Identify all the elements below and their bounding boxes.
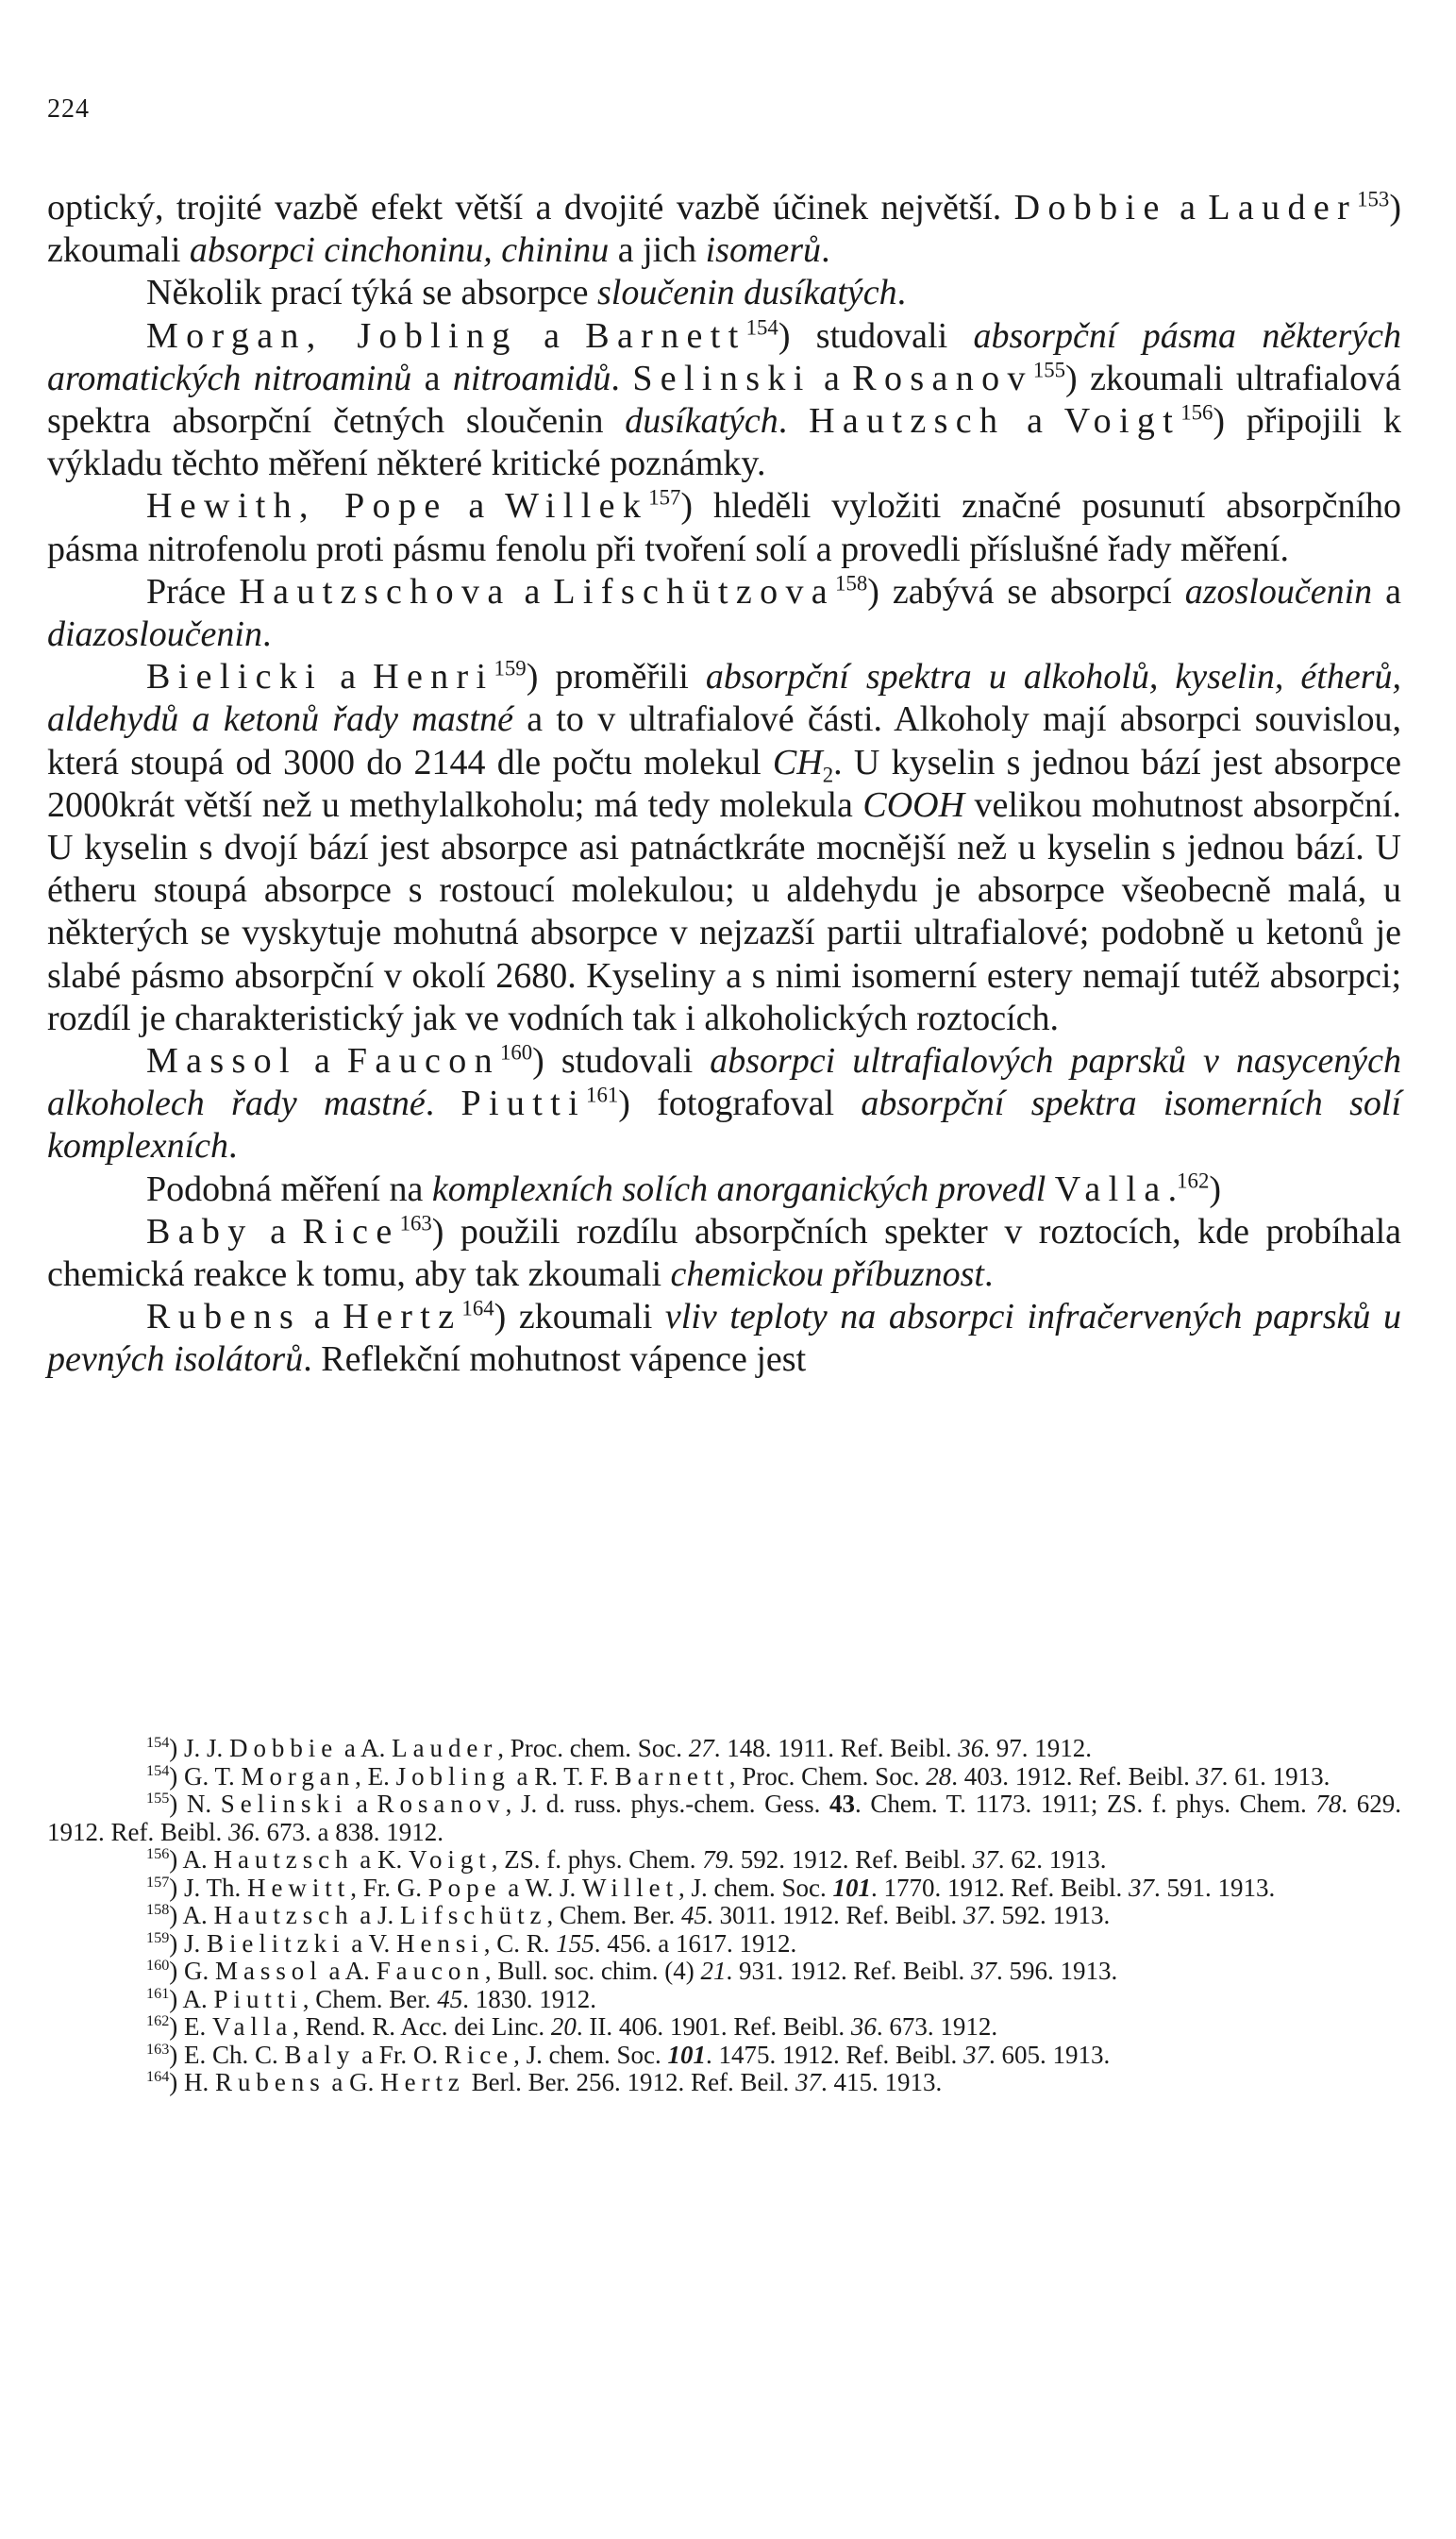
text-run: Několik prací týká se absorpce: [146, 273, 597, 313]
text-run: a: [347, 1790, 377, 1818]
text-run: . U kyselin s jednou bází jest absorpce 2000krát větší než u methylalkoholu; má tedy molekula: [47, 742, 1401, 825]
text-run: A.: [182, 1845, 214, 1874]
text-run: G. T.: [184, 1761, 242, 1791]
author-name: Lifschützova: [553, 571, 836, 612]
text-run: a Fr. O.: [355, 2040, 444, 2069]
text-run: . 415. 1913.: [821, 2068, 943, 2096]
author-name: Piutti: [460, 1084, 587, 1124]
author-name: Rosanov: [377, 1790, 506, 1818]
paragraph-9: [47, 1211, 1401, 1296]
author-name: Piutti: [213, 1984, 303, 2013]
text-run: . 931. 1912. Ref. Beibl.: [726, 1957, 972, 1985]
paragraph-5: [47, 571, 1401, 656]
text-run: , Proc. Chem. Soc.: [728, 1761, 927, 1791]
author-name: Hautzsch: [213, 1845, 354, 1874]
formula: CH: [772, 742, 823, 782]
author-name: Hautzsch: [809, 401, 1006, 442]
text-run: optický, trojité vazbě efekt větší a dvojité vazbě účinek největší.: [47, 188, 1014, 227]
text-run: A.: [182, 1901, 214, 1929]
volume: 36: [958, 1734, 984, 1762]
text-run: . Reflekční mohutnost vápence jest: [303, 1339, 807, 1380]
text-run: [929, 1169, 938, 1209]
footnote: $^{159}$) J. Bielitzki a V. Hensi, C. R. 155. 456. a 1617. 1912.: [146, 1928, 797, 1958]
author-name: Hautzsch: [213, 1901, 354, 1929]
text-run: a A.: [338, 1734, 393, 1762]
italic-term: komplexních solích anorganických: [431, 1169, 929, 1209]
footnote-number: 160: [146, 1957, 170, 1974]
text-run: a A.: [322, 1957, 377, 1985]
volume: 45: [437, 1984, 463, 2013]
author-name: Willek: [505, 486, 649, 527]
paragraph-4: [47, 485, 1401, 570]
text-run: .: [228, 1126, 238, 1167]
text-run: a J.: [353, 1901, 401, 1929]
formula-subscript: 2: [822, 763, 834, 787]
text-run: a K.: [353, 1845, 410, 1874]
italic-term: sloučenin dusíkatých: [597, 273, 897, 313]
text-run: ) hleděli vyložiti značné posunutí absorpčního pásma nitrofenolu proti pásmu fenolu při tvoření solí a provedli příslušné řady měření.: [47, 486, 1402, 569]
text-run: , C. R.: [483, 1928, 557, 1958]
text-run: a: [1372, 571, 1401, 612]
footnote: $^{163}$) E. Ch. C. Baly a Fr. O. Rice, J. chem. Soc. 101. 1475. 1912. Ref. Beibl. 37. 605. 1913.: [146, 2040, 1111, 2069]
author-name: Rice: [443, 2040, 514, 2069]
author-name: Rice: [302, 1211, 400, 1252]
text-run: .: [611, 358, 633, 398]
text-run: a: [510, 571, 554, 612]
text-run: a: [296, 1041, 347, 1082]
paragraph-7: [47, 1040, 1401, 1169]
footnote-ref: 161: [586, 1083, 619, 1107]
author-name: Rubens: [146, 1297, 302, 1337]
author-name: Bielitzki: [207, 1928, 345, 1958]
text-run: E.: [184, 2012, 213, 2041]
text-run: ) studovali: [532, 1041, 711, 1082]
text-run: Podobná měření na: [146, 1169, 432, 1209]
author-name: Jobling: [395, 1761, 510, 1791]
text-run: a: [811, 358, 853, 398]
author-name: Faucon: [376, 1957, 485, 1985]
text-run: ): [1209, 1169, 1221, 1209]
text-run: , Fr. G.: [350, 1873, 428, 1902]
footnote: $^{157}$) J. Th. Hewitt, Fr. G. Pope a W. J. Willet, J. chem. Soc. 101. 1770. 1912. Ref. Beibl. 37. 591. 1913.: [146, 1873, 1276, 1902]
author-name: Morgan, Jobling: [146, 315, 518, 356]
text-run: ) proměřili: [526, 657, 706, 698]
text-run: . 148. 1911. Ref. Beibl.: [713, 1734, 959, 1762]
italic-term: isomerů: [705, 230, 822, 271]
volume: 155: [556, 1928, 594, 1958]
text-run: N.: [186, 1790, 221, 1818]
italic-term: diazosloučenin: [47, 614, 262, 655]
text-run: ) zkoumali: [494, 1297, 665, 1337]
text-run: Práce: [146, 571, 240, 612]
author-name: Selinski: [220, 1790, 348, 1818]
volume: 36: [227, 1817, 254, 1846]
footnote-ref: 158: [835, 571, 868, 596]
volume: 37: [962, 1901, 989, 1929]
text-run: a: [253, 1211, 303, 1252]
paragraph-1: [47, 187, 1401, 272]
footnote-number: 158: [146, 1901, 170, 1918]
text-run: . 605. 1913.: [989, 2040, 1111, 2069]
text-run: a to v ultrafialové části. Alkoholy mají absorpci souvislou, která stoupá od 3000 do 2144 dle počtu molekul: [47, 699, 1402, 782]
footnote-number: 154: [146, 1761, 170, 1779]
text-run: J. Th.: [184, 1873, 248, 1902]
footnote-number: 164: [146, 2068, 170, 2085]
text-run: a G.: [325, 2068, 381, 2096]
text-run: . 592. 1913.: [988, 1901, 1111, 1929]
footnote-number: 159: [146, 1928, 170, 1946]
text-run: a: [1166, 188, 1209, 227]
text-run: . 1475. 1912. Ref. Beibl.: [706, 2040, 964, 2069]
author-name: Bielicki: [146, 657, 324, 698]
text-run: . 62. 1913.: [997, 1845, 1107, 1874]
footnote: $^{154}$) J. J. Dobbie a A. Lauder, Proc. chem. Soc. 27. 148. 1911. Ref. Beibl. 36. 97. 1912.: [146, 1734, 1092, 1762]
text-run: . 1770. 1912. Ref. Beibl.: [871, 1873, 1130, 1902]
text-run: Berl. Ber. 256. 1912. Ref. Beil.: [464, 2068, 796, 2096]
paragraph-6: [47, 656, 1401, 1040]
volume: 101: [832, 1873, 872, 1902]
italic-term: absorpční spektra isomerních solí komplexních: [47, 1084, 1401, 1167]
footnote: $^{158}$) A. Hautzsch a J. Lifschütz, Chem. Ber. 45. 3011. 1912. Ref. Beibl. 37. 592. 1913.: [146, 1901, 1111, 1929]
text-run: , J. d. russ. phys.-chem. Gess.: [505, 1790, 829, 1818]
text-run: . 97. 1912.: [983, 1734, 1092, 1762]
volume: 43: [828, 1790, 855, 1818]
volume: 28: [926, 1761, 952, 1791]
text-run: .: [896, 273, 907, 313]
text-run: , ZS. f. phys. Chem.: [491, 1845, 703, 1874]
paragraph-8: [47, 1169, 1401, 1211]
text-run: . 591. 1913.: [1154, 1873, 1276, 1902]
text-run: a: [1005, 401, 1064, 442]
author-name: Massol: [215, 1957, 323, 1985]
text-run: a jich: [609, 230, 706, 271]
author-name: Faucon: [346, 1041, 500, 1082]
text-run: . 3011. 1912. Ref. Beibl.: [706, 1901, 963, 1929]
text-run: a R. T. F.: [510, 1761, 615, 1791]
paragraph-3: [47, 315, 1401, 486]
footnote-ref: 155: [1032, 358, 1066, 382]
text-run: a W. J.: [501, 1873, 582, 1902]
text-run: . Chem. T. 1173. 1911; ZS. f. phys. Chem.: [854, 1790, 1316, 1818]
text-run: E. Ch. C.: [184, 2040, 285, 2069]
text-run: , Rend. R. Acc. dei Linc.: [293, 2012, 551, 2041]
text-run: [1046, 1169, 1055, 1209]
author-name: Hensi: [396, 1928, 484, 1958]
author-name: Hewith, Pope: [146, 486, 448, 527]
text-run: ) zkoumali: [47, 188, 1401, 271]
footnote: $^{161}$) A. Piutti, Chem. Ber. 45. 1830. 1912.: [146, 1984, 596, 2013]
volume: 37: [1129, 1873, 1155, 1902]
text-run: . 629. 1912. Ref. Beibl.: [47, 1790, 1402, 1846]
author-name: Rosanov: [852, 358, 1033, 398]
text-run: G.: [184, 1957, 216, 1985]
volume: 37: [795, 2068, 822, 2096]
author-name: Baby: [146, 1211, 254, 1252]
volume: 37: [972, 1845, 998, 1874]
italic-term: dusíkatých: [625, 401, 778, 442]
footnote-number: 162: [146, 2012, 170, 2029]
text-run: , Bull. soc. chim. (4): [484, 1957, 701, 1985]
text-run: . 61. 1913.: [1221, 1761, 1330, 1791]
footnote-ref: 153: [1357, 187, 1390, 211]
volume: 21: [700, 1957, 727, 1985]
footnote-ref: 163: [399, 1211, 432, 1236]
author-name: Selinski: [632, 358, 812, 398]
body-text: [47, 187, 1401, 1382]
footnote-number: 154: [146, 1734, 170, 1751]
author-name: Baly: [284, 2040, 356, 2069]
text-run: ) použili rozdílu absorpčních spekter v roztocích, kde probíhala chemická reakce k tomu, aby tak zkoumali: [47, 1211, 1401, 1295]
text-run: J.: [184, 1928, 208, 1958]
author-name: Valla: [212, 2012, 293, 2041]
italic-term: provedl: [937, 1169, 1046, 1209]
italic-term: azosloučenin: [1184, 571, 1373, 612]
volume: 79: [702, 1845, 728, 1874]
text-run: , Proc. chem. Soc.: [497, 1734, 689, 1762]
text-run: .: [821, 230, 830, 271]
text-run: a: [517, 315, 586, 356]
volume: 37: [963, 2040, 990, 2069]
footnote-ref: 156: [1180, 400, 1213, 425]
footnote-number: 163: [146, 2040, 170, 2058]
author-name: Henri: [373, 657, 494, 698]
footnote-number: 155: [146, 1790, 170, 1807]
text-run: . 596. 1913.: [996, 1957, 1118, 1985]
text-run: . 1830. 1912.: [462, 1984, 596, 2013]
footnote-number: 161: [146, 1984, 170, 2002]
text-run: . II. 406. 1901. Ref. Beibl.: [576, 2012, 851, 2041]
italic-term: absorpční spektra u alkoholů, kyselin, étherů, aldehydů a ketonů řady mastné: [47, 657, 1401, 740]
footnote: $^{154}$) G. T. Morgan, E. Jobling a R. T. F. Barnett, Proc. Chem. Soc. 28. 403. 1912. Ref. Beibl. 37. 61. 1913.: [146, 1761, 1330, 1791]
italic-term: vliv teploty na absorpci infračervených paprsků u pevných isolátorů: [47, 1297, 1402, 1380]
author-name: Rubens: [215, 2068, 326, 2096]
author-name: Hautzschova: [239, 571, 511, 612]
footnote: $^{164}$) H. Rubens a G. Hertz Berl. Ber. 256. 1912. Ref. Beil. 37. 415. 1913.: [146, 2068, 943, 2096]
author-name: Dobbie: [1013, 188, 1167, 227]
text-run: . 403. 1912. Ref. Beibl.: [951, 1761, 1197, 1791]
author-name: Voigt: [1063, 401, 1181, 442]
text-run: ) zabývá se absorpcí: [867, 571, 1185, 612]
paragraph-2: [47, 272, 1401, 314]
footnote-ref: 157: [648, 485, 681, 510]
author-name: Hewitt: [247, 1873, 351, 1902]
italic-term: nitroamidů: [452, 358, 611, 398]
text-run: , J. chem. Soc.: [678, 1873, 833, 1902]
footnote: $^{156}$) A. Hautzsch a K. Voigt, ZS. f. phys. Chem. 79. 592. 1912. Ref. Beibl. 37. 62. 1913.: [146, 1845, 1107, 1874]
author-name: Dobbie: [229, 1734, 339, 1762]
volume: 36: [850, 2012, 877, 2041]
text-run: . 592. 1912. Ref. Beibl.: [728, 1845, 973, 1874]
text-run: ) připojili k výkladu těchto měření některé kritické poznámky.: [47, 401, 1401, 484]
text-run: , J. chem. Soc.: [513, 2040, 668, 2069]
text-run: . 673. 1912.: [876, 2012, 998, 2041]
author-name: Voigt: [409, 1845, 492, 1874]
text-run: .: [425, 1084, 461, 1124]
footnote-number: 156: [146, 1845, 170, 1862]
text-run: .: [261, 614, 272, 655]
italic-term: absorpční pásma některých aromatických nitroaminů: [47, 315, 1401, 398]
formula: COOH: [862, 784, 965, 825]
footnote-ref: 164: [461, 1296, 494, 1320]
text-run: a: [411, 358, 453, 398]
volume: 101: [667, 2040, 707, 2069]
italic-term: chemickou příbuznost: [670, 1254, 984, 1295]
text-run: . 456. a 1617. 1912.: [594, 1928, 797, 1958]
text-run: a: [323, 657, 374, 698]
footnote: $^{155}$) N. Selinski a Rosanov, J. d. russ. phys.-chem. Gess. 43. Chem. T. 1173. 1911; ZS. f. phys. Chem. 78. 629. 1912. Ref. Beibl. 36. 673. a 838. 1912.: [47, 1790, 1402, 1846]
volume: 37: [971, 1957, 997, 1985]
author-name: Barnett: [585, 315, 746, 356]
page-number: 224: [47, 94, 90, 124]
author-name: Pope: [427, 1873, 502, 1902]
volume: 37: [1196, 1761, 1222, 1791]
text-run: ) studovali: [778, 315, 974, 356]
footnote-ref: 159: [494, 656, 527, 681]
author-name: Hertz: [343, 1297, 462, 1337]
author-name: Lifschütz: [400, 1901, 547, 1929]
italic-term: absorpci cinchoninu, chininu: [189, 230, 610, 271]
text-run: a: [447, 486, 506, 527]
text-run: H.: [184, 2068, 216, 2096]
author-name: Willet: [582, 1873, 679, 1902]
volume: 45: [680, 1901, 707, 1929]
volume: 20: [550, 2012, 577, 2041]
author-name: Massol: [146, 1041, 297, 1082]
text-run: a V.: [344, 1928, 397, 1958]
text-run: ) zkoumali ultrafialová spektra absorpční četných sloučenin: [47, 358, 1401, 442]
footnote-ref: 160: [499, 1040, 533, 1065]
footnote-ref: 154: [745, 314, 778, 339]
footnote: $^{162}$) E. Valla, Rend. R. Acc. dei Linc. 20. II. 406. 1901. Ref. Beibl. 36. 673. 1912.: [146, 2012, 998, 2041]
text-run: A.: [182, 1984, 214, 2013]
footnotes: [47, 1735, 1401, 2097]
text-run: , Chem. Ber.: [302, 1984, 438, 2013]
italic-term: absorpci ultrafialových paprsků v nasycených alkoholech řady mastné: [47, 1041, 1401, 1124]
author-name: Valla: [1054, 1169, 1168, 1209]
text-run: ) fotografoval: [618, 1084, 862, 1124]
volume: 78: [1315, 1790, 1342, 1818]
author-name: Lauder: [1208, 188, 1358, 227]
author-name: Morgan: [241, 1761, 356, 1791]
author-name: Hertz: [380, 2068, 465, 2096]
author-name: Lauder: [392, 1734, 498, 1762]
footnote-number: 157: [146, 1873, 170, 1891]
text-run: .: [1167, 1169, 1178, 1209]
footnote: $^{160}$) G. Massol a A. Faucon, Bull. soc. chim. (4) 21. 931. 1912. Ref. Beibl. 37. 596. 1913.: [146, 1957, 1118, 1985]
text-run: , Chem. Ber.: [546, 1901, 681, 1929]
volume: 27: [688, 1734, 714, 1762]
text-run: velikou mohutnost absorpční. U kyselin s dvojí bází jest absorpce asi patnáctkráte mocnější než u kyselin s jednou bází. U étheru stoupá absorpce s rostoucí molekulou; u aldehydu je absorpce všeobecně malá, u některých se vyskytuje mohutná absorpce v nejzazší partii ultrafialové; podobně u ketonů je slabé pásmo absorpční v okolí 2680. Kyseliny a s nimi isomerní estery nemají tutéž absorpci; rozdíl je charakteristický jak ve vodních tak i alkoholických roztocích.: [47, 784, 1401, 1038]
text-run: a: [301, 1297, 343, 1337]
text-run: .: [778, 401, 810, 442]
text-run: . 673. a 838. 1912.: [253, 1817, 443, 1846]
paragraph-10: [47, 1296, 1401, 1381]
footnote-ref: 162: [1177, 1169, 1210, 1193]
text-run: .: [983, 1254, 994, 1295]
text-run: , E.: [355, 1761, 396, 1791]
author-name: Barnett: [614, 1761, 729, 1791]
text-run: J. J.: [184, 1734, 230, 1762]
